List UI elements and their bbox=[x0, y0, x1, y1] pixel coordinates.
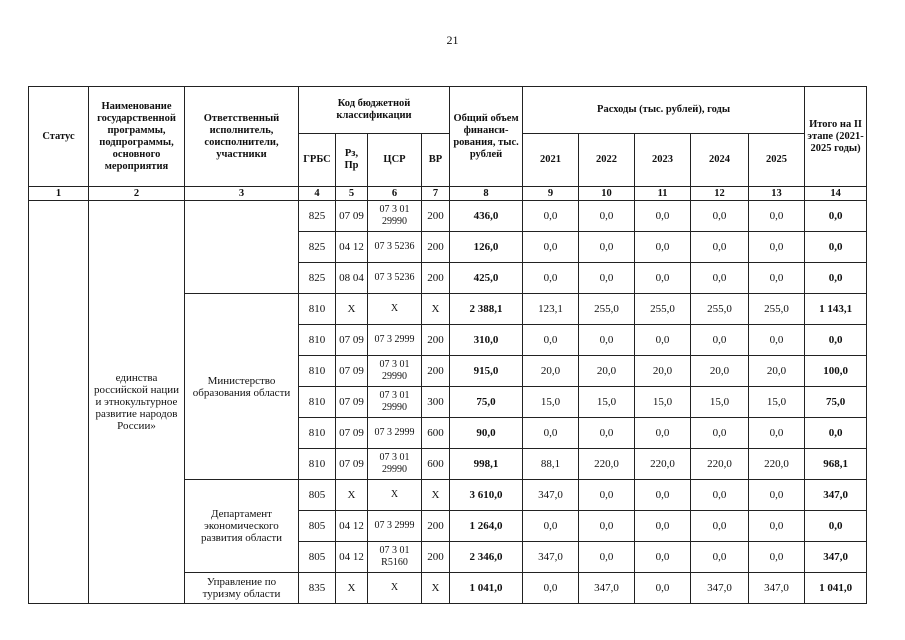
stage-total-cell: 1 143,1 bbox=[805, 294, 867, 325]
year-2025-cell: 255,0 bbox=[749, 294, 805, 325]
grbs-cell: 810 bbox=[299, 418, 336, 449]
year-2025-cell: 0,0 bbox=[749, 511, 805, 542]
column-number: 14 bbox=[805, 187, 867, 201]
year-2024-cell: 347,0 bbox=[691, 573, 749, 604]
grbs-cell: 825 bbox=[299, 201, 336, 232]
year-2021-cell: 0,0 bbox=[523, 511, 579, 542]
rzpr-cell: 07 09 bbox=[336, 387, 368, 418]
stage-total-cell: 0,0 bbox=[805, 263, 867, 294]
year-2025-cell: 0,0 bbox=[749, 480, 805, 511]
grbs-cell: 810 bbox=[299, 325, 336, 356]
header-csr: ЦСР bbox=[368, 134, 422, 187]
status-cell bbox=[29, 201, 89, 604]
year-2021-cell: 0,0 bbox=[523, 573, 579, 604]
grbs-cell: 810 bbox=[299, 449, 336, 480]
total-cell: 915,0 bbox=[450, 356, 523, 387]
column-number: 13 bbox=[749, 187, 805, 201]
year-2025-cell: 20,0 bbox=[749, 356, 805, 387]
csr-cell: 07 3 01 29990 bbox=[368, 449, 422, 480]
year-2022-cell: 15,0 bbox=[579, 387, 635, 418]
total-cell: 1 041,0 bbox=[450, 573, 523, 604]
vr-cell: 200 bbox=[422, 325, 450, 356]
year-2021-cell: 15,0 bbox=[523, 387, 579, 418]
year-2021-cell: 0,0 bbox=[523, 201, 579, 232]
column-number-row bbox=[29, 187, 867, 201]
year-2023-cell: 0,0 bbox=[635, 263, 691, 294]
year-2022-cell: 0,0 bbox=[579, 201, 635, 232]
year-2023-cell: 0,0 bbox=[635, 201, 691, 232]
column-number: 4 bbox=[299, 187, 336, 201]
executor-cell: Департамент экономического развития области bbox=[185, 480, 299, 573]
total-cell: 425,0 bbox=[450, 263, 523, 294]
year-2024-cell: 15,0 bbox=[691, 387, 749, 418]
year-2021-cell: 0,0 bbox=[523, 263, 579, 294]
year-2023-cell: 220,0 bbox=[635, 449, 691, 480]
year-2021-cell: 347,0 bbox=[523, 480, 579, 511]
stage-total-cell: 347,0 bbox=[805, 542, 867, 573]
csr-cell: 07 3 01 R5160 bbox=[368, 542, 422, 573]
csr-cell: 07 3 01 29990 bbox=[368, 387, 422, 418]
header-executor: Ответственный исполнитель, соисполнители, участники bbox=[185, 87, 299, 187]
year-2025-cell: 347,0 bbox=[749, 573, 805, 604]
header-year-2025: 2025 bbox=[749, 134, 805, 187]
vr-cell: 200 bbox=[422, 201, 450, 232]
year-2021-cell: 88,1 bbox=[523, 449, 579, 480]
column-number: 2 bbox=[89, 187, 185, 201]
csr-cell: Х bbox=[368, 294, 422, 325]
grbs-cell: 835 bbox=[299, 573, 336, 604]
rzpr-cell: 07 09 bbox=[336, 356, 368, 387]
year-2022-cell: 20,0 bbox=[579, 356, 635, 387]
year-2023-cell: 255,0 bbox=[635, 294, 691, 325]
total-cell: 310,0 bbox=[450, 325, 523, 356]
csr-cell: Х bbox=[368, 480, 422, 511]
vr-cell: 300 bbox=[422, 387, 450, 418]
vr-cell: Х bbox=[422, 294, 450, 325]
rzpr-cell: Х bbox=[336, 573, 368, 604]
header-year-2024: 2024 bbox=[691, 134, 749, 187]
header-year-2022: 2022 bbox=[579, 134, 635, 187]
rzpr-cell: 04 12 bbox=[336, 232, 368, 263]
vr-cell: 200 bbox=[422, 232, 450, 263]
header-grbs: ГРБС bbox=[299, 134, 336, 187]
executor-cell bbox=[185, 201, 299, 294]
rzpr-cell: 08 04 bbox=[336, 263, 368, 294]
header-budget-code: Код бюджетной классификации bbox=[299, 87, 450, 134]
year-2022-cell: 0,0 bbox=[579, 325, 635, 356]
total-cell: 3 610,0 bbox=[450, 480, 523, 511]
grbs-cell: 810 bbox=[299, 356, 336, 387]
year-2024-cell: 0,0 bbox=[691, 201, 749, 232]
grbs-cell: 805 bbox=[299, 511, 336, 542]
rzpr-cell: Х bbox=[336, 294, 368, 325]
year-2021-cell: 0,0 bbox=[523, 232, 579, 263]
total-cell: 90,0 bbox=[450, 418, 523, 449]
rzpr-cell: 07 09 bbox=[336, 418, 368, 449]
year-2022-cell: 347,0 bbox=[579, 573, 635, 604]
vr-cell: 200 bbox=[422, 542, 450, 573]
year-2025-cell: 0,0 bbox=[749, 201, 805, 232]
year-2025-cell: 220,0 bbox=[749, 449, 805, 480]
year-2023-cell: 0,0 bbox=[635, 573, 691, 604]
column-number: 7 bbox=[422, 187, 450, 201]
page-number: 21 bbox=[446, 33, 459, 47]
column-number: 11 bbox=[635, 187, 691, 201]
year-2021-cell: 347,0 bbox=[523, 542, 579, 573]
year-2021-cell: 0,0 bbox=[523, 418, 579, 449]
csr-cell: 07 3 01 29990 bbox=[368, 201, 422, 232]
stage-total-cell: 968,1 bbox=[805, 449, 867, 480]
csr-cell: 07 3 5236 bbox=[368, 263, 422, 294]
vr-cell: 200 bbox=[422, 511, 450, 542]
grbs-cell: 825 bbox=[299, 263, 336, 294]
header-total-volume: Общий объем финанси-рования, тыс. рублей bbox=[450, 87, 523, 187]
column-number: 1 bbox=[29, 187, 89, 201]
program-name-cell: единства российской нации и этнокультурное развитие народов России» bbox=[89, 201, 185, 604]
total-cell: 1 264,0 bbox=[450, 511, 523, 542]
column-number: 3 bbox=[185, 187, 299, 201]
rzpr-cell: 07 09 bbox=[336, 325, 368, 356]
stage-total-cell: 1 041,0 bbox=[805, 573, 867, 604]
stage-total-cell: 0,0 bbox=[805, 325, 867, 356]
grbs-cell: 825 bbox=[299, 232, 336, 263]
budget-table bbox=[28, 86, 867, 604]
grbs-cell: 810 bbox=[299, 294, 336, 325]
year-2024-cell: 0,0 bbox=[691, 480, 749, 511]
year-2022-cell: 255,0 bbox=[579, 294, 635, 325]
year-2024-cell: 0,0 bbox=[691, 511, 749, 542]
header-total-stage: Итого на II этапе (2021-2025 годы) bbox=[805, 87, 867, 187]
csr-cell: 07 3 2999 bbox=[368, 418, 422, 449]
rzpr-cell: 04 12 bbox=[336, 542, 368, 573]
year-2021-cell: 20,0 bbox=[523, 356, 579, 387]
year-2022-cell: 0,0 bbox=[579, 418, 635, 449]
header-year-2023: 2023 bbox=[635, 134, 691, 187]
year-2025-cell: 0,0 bbox=[749, 232, 805, 263]
year-2024-cell: 220,0 bbox=[691, 449, 749, 480]
year-2022-cell: 0,0 bbox=[579, 542, 635, 573]
year-2025-cell: 0,0 bbox=[749, 542, 805, 573]
year-2023-cell: 0,0 bbox=[635, 480, 691, 511]
vr-cell: 600 bbox=[422, 418, 450, 449]
year-2024-cell: 0,0 bbox=[691, 325, 749, 356]
csr-cell: Х bbox=[368, 573, 422, 604]
vr-cell: 200 bbox=[422, 356, 450, 387]
executor-cell: Министерство образования области bbox=[185, 294, 299, 480]
total-cell: 126,0 bbox=[450, 232, 523, 263]
year-2025-cell: 0,0 bbox=[749, 325, 805, 356]
year-2022-cell: 0,0 bbox=[579, 480, 635, 511]
year-2022-cell: 0,0 bbox=[579, 232, 635, 263]
year-2025-cell: 0,0 bbox=[749, 418, 805, 449]
csr-cell: 07 3 5236 bbox=[368, 232, 422, 263]
rzpr-cell: 07 09 bbox=[336, 201, 368, 232]
stage-total-cell: 0,0 bbox=[805, 232, 867, 263]
year-2024-cell: 0,0 bbox=[691, 232, 749, 263]
year-2023-cell: 0,0 bbox=[635, 325, 691, 356]
grbs-cell: 805 bbox=[299, 542, 336, 573]
rzpr-cell: 04 12 bbox=[336, 511, 368, 542]
vr-cell: 600 bbox=[422, 449, 450, 480]
header-expenses: Расходы (тыс. рублей), годы bbox=[523, 87, 805, 134]
total-cell: 2 346,0 bbox=[450, 542, 523, 573]
table-row bbox=[29, 201, 867, 232]
stage-total-cell: 0,0 bbox=[805, 418, 867, 449]
stage-total-cell: 0,0 bbox=[805, 511, 867, 542]
column-number: 10 bbox=[579, 187, 635, 201]
year-2024-cell: 0,0 bbox=[691, 418, 749, 449]
csr-cell: 07 3 01 29990 bbox=[368, 356, 422, 387]
year-2021-cell: 123,1 bbox=[523, 294, 579, 325]
grbs-cell: 805 bbox=[299, 480, 336, 511]
year-2022-cell: 0,0 bbox=[579, 263, 635, 294]
year-2022-cell: 0,0 bbox=[579, 511, 635, 542]
total-cell: 998,1 bbox=[450, 449, 523, 480]
rzpr-cell: 07 09 bbox=[336, 449, 368, 480]
column-number: 8 bbox=[450, 187, 523, 201]
header-year-2021: 2021 bbox=[523, 134, 579, 187]
csr-cell: 07 3 2999 bbox=[368, 511, 422, 542]
year-2022-cell: 220,0 bbox=[579, 449, 635, 480]
year-2023-cell: 20,0 bbox=[635, 356, 691, 387]
year-2025-cell: 0,0 bbox=[749, 263, 805, 294]
total-cell: 2 388,1 bbox=[450, 294, 523, 325]
year-2024-cell: 0,0 bbox=[691, 542, 749, 573]
grbs-cell: 810 bbox=[299, 387, 336, 418]
year-2023-cell: 0,0 bbox=[635, 542, 691, 573]
rzpr-cell: Х bbox=[336, 480, 368, 511]
total-cell: 436,0 bbox=[450, 201, 523, 232]
vr-cell: 200 bbox=[422, 263, 450, 294]
vr-cell: Х bbox=[422, 480, 450, 511]
stage-total-cell: 75,0 bbox=[805, 387, 867, 418]
stage-total-cell: 347,0 bbox=[805, 480, 867, 511]
header-rzpr: Рз, Пр bbox=[336, 134, 368, 187]
year-2024-cell: 20,0 bbox=[691, 356, 749, 387]
year-2023-cell: 0,0 bbox=[635, 511, 691, 542]
vr-cell: Х bbox=[422, 573, 450, 604]
year-2023-cell: 0,0 bbox=[635, 232, 691, 263]
column-number: 5 bbox=[336, 187, 368, 201]
column-number: 6 bbox=[368, 187, 422, 201]
total-cell: 75,0 bbox=[450, 387, 523, 418]
year-2025-cell: 15,0 bbox=[749, 387, 805, 418]
column-number: 9 bbox=[523, 187, 579, 201]
header-status: Статус bbox=[29, 87, 89, 187]
header-vr: ВР bbox=[422, 134, 450, 187]
csr-cell: 07 3 2999 bbox=[368, 325, 422, 356]
year-2023-cell: 15,0 bbox=[635, 387, 691, 418]
year-2021-cell: 0,0 bbox=[523, 325, 579, 356]
header-program-name: Наименование государственной программы, подпрограммы, основного мероприятия bbox=[89, 87, 185, 187]
column-number: 12 bbox=[691, 187, 749, 201]
year-2023-cell: 0,0 bbox=[635, 418, 691, 449]
stage-total-cell: 100,0 bbox=[805, 356, 867, 387]
executor-cell: Управление по туризму области bbox=[185, 573, 299, 604]
year-2024-cell: 255,0 bbox=[691, 294, 749, 325]
stage-total-cell: 0,0 bbox=[805, 201, 867, 232]
year-2024-cell: 0,0 bbox=[691, 263, 749, 294]
